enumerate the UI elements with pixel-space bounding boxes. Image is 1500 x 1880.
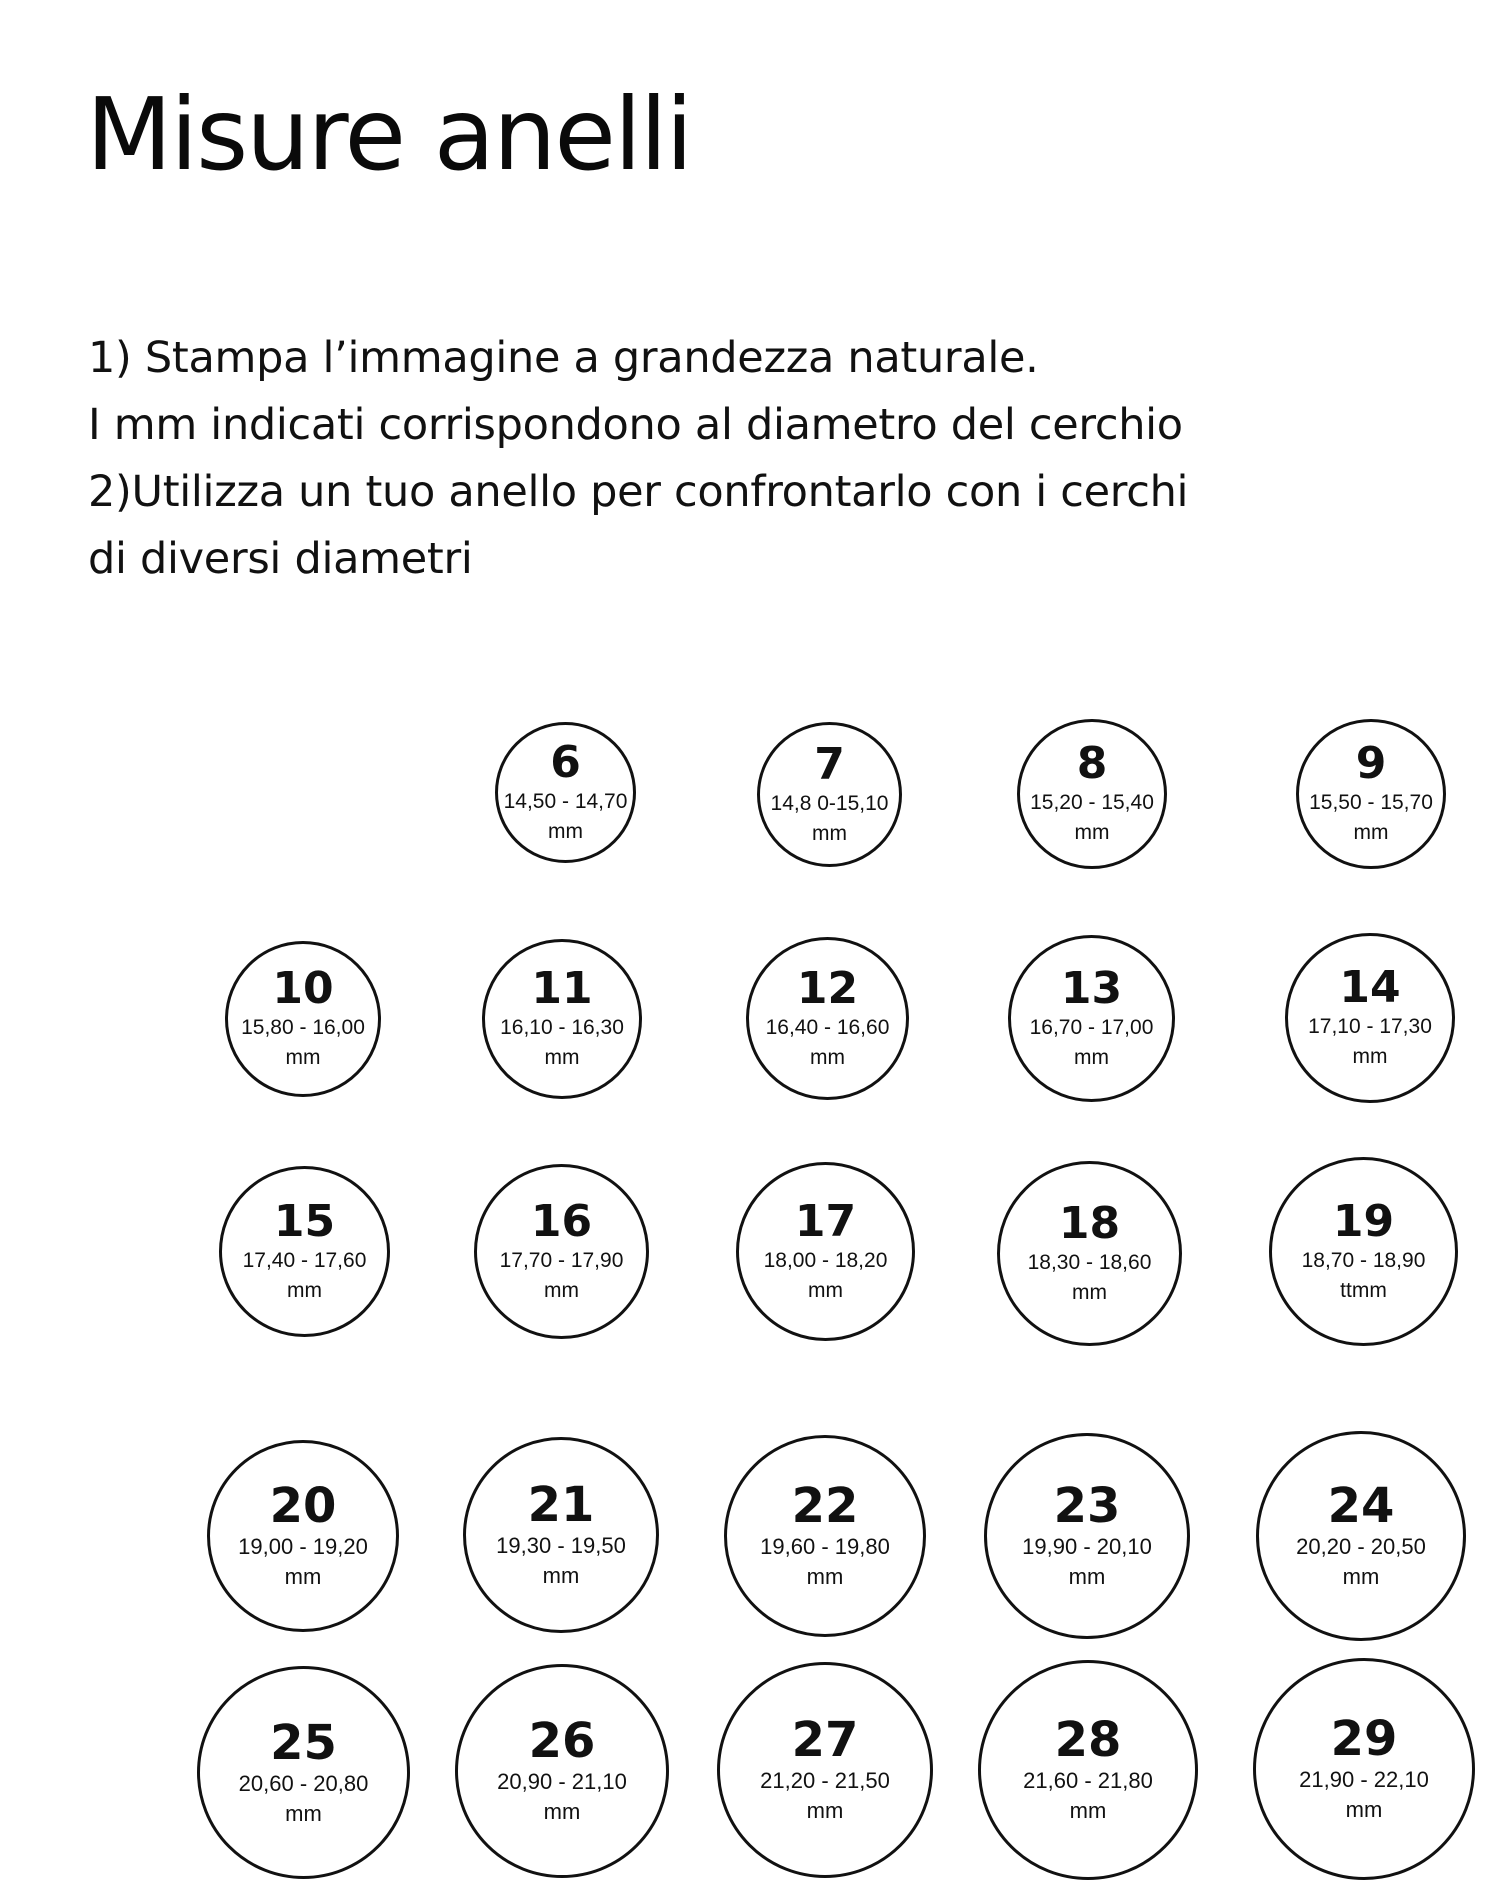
ring-diameter-range: 21,20 - 21,50 <box>760 1768 890 1793</box>
ring-size-number: 7 <box>814 738 845 790</box>
ring-unit: mm <box>1345 1797 1383 1822</box>
ring-size-circle <box>724 1435 926 1637</box>
ring-size-number: 15 <box>273 1195 336 1247</box>
ring-size-circle <box>1269 1157 1458 1346</box>
ring-size-number: 19 <box>1332 1195 1395 1247</box>
ring-unit: mm <box>1353 821 1389 844</box>
ring-size-circle <box>482 939 642 1099</box>
ring-unit: mm <box>544 1278 579 1302</box>
ring-size-circle <box>984 1433 1190 1639</box>
ring-unit: mm <box>285 1046 321 1069</box>
ring-size-circle <box>463 1437 659 1633</box>
instruction-line: 2)Utilizza un tuo anello per confrontarlo con i cerchi <box>88 467 1189 517</box>
ring-unit: mm <box>1074 1045 1109 1069</box>
ring-size-number: 20 <box>269 1478 337 1534</box>
ring-size-number: 11 <box>531 963 593 1014</box>
ring-unit: mm <box>544 1046 580 1069</box>
ring-size-number: 8 <box>1076 738 1108 789</box>
ring-diameter-range: 18,70 - 18,90 <box>1301 1248 1426 1272</box>
ring-size-number: 28 <box>1054 1712 1122 1768</box>
ring-size-number: 26 <box>528 1713 596 1769</box>
ring-size-number: 27 <box>791 1712 859 1768</box>
ring-unit: mm <box>285 1800 322 1826</box>
instruction-line: 1) Stampa l’immagine a grandezza naturale. <box>88 333 1039 383</box>
ring-size-number: 22 <box>791 1478 859 1534</box>
ring-unit: mm <box>1068 1564 1106 1589</box>
ring-size-circle <box>197 1666 410 1879</box>
ring-unit: mm <box>548 819 583 843</box>
ring-unit: mm <box>1074 821 1110 844</box>
ring-diameter-range: 15,20 - 15,40 <box>1030 791 1154 814</box>
ring-size-circle <box>474 1164 649 1339</box>
ring-size-number: 14 <box>1339 962 1401 1013</box>
ring-size-number: 29 <box>1330 1711 1398 1767</box>
ring-diameter-range: 15,50 - 15,70 <box>1309 791 1433 814</box>
ring-size-number: 16 <box>530 1195 593 1247</box>
ring-size-circle <box>736 1162 915 1341</box>
ring-size-circle <box>1008 935 1175 1102</box>
ring-size-circle <box>225 941 381 1097</box>
ring-unit: mm <box>806 1564 844 1589</box>
ring-diameter-range: 21,90 - 22,10 <box>1299 1767 1429 1792</box>
ring-unit: mm <box>287 1278 322 1302</box>
ring-diameter-range: 16,40 - 16,60 <box>765 1015 890 1039</box>
ring-unit: mm <box>284 1564 322 1589</box>
ring-unit: mm <box>1342 1564 1380 1589</box>
ring-diameter-range: 18,30 - 18,60 <box>1027 1250 1152 1274</box>
ring-size-number: 23 <box>1053 1478 1121 1534</box>
ring-diameter-range: 20,20 - 20,50 <box>1296 1534 1426 1559</box>
ring-size-number: 17 <box>794 1195 857 1247</box>
ring-size-number: 21 <box>527 1477 595 1533</box>
ring-size-circle <box>717 1662 933 1878</box>
ring-diameter-range: 14,8 0-15,10 <box>770 791 889 815</box>
ring-size-circle <box>1017 719 1167 869</box>
ring-diameter-range: 17,70 - 17,90 <box>499 1248 624 1272</box>
instruction-line: I mm indicati corrispondono al diametro del cerchio <box>88 400 1183 450</box>
ring-size-circle <box>746 937 909 1100</box>
ring-diameter-range: 21,60 - 21,80 <box>1023 1768 1153 1793</box>
ring-unit: mm <box>806 1798 844 1823</box>
ring-size-circle <box>978 1660 1198 1880</box>
ring-size-number: 24 <box>1327 1478 1395 1534</box>
ring-unit: mm <box>543 1799 581 1824</box>
ring-diameter-range: 16,10 - 16,30 <box>500 1016 624 1039</box>
ring-size-circle <box>1256 1431 1466 1641</box>
ring-size-number: 6 <box>550 736 581 788</box>
ring-diameter-range: 19,90 - 20,10 <box>1022 1534 1152 1559</box>
ring-size-number: 25 <box>270 1714 337 1771</box>
ring-unit: mm <box>1352 1045 1388 1068</box>
ring-unit: ttmm <box>1340 1278 1387 1302</box>
ring-diameter-range: 17,40 - 17,60 <box>242 1248 367 1272</box>
ring-size-circle <box>1285 933 1455 1103</box>
ring-diameter-range: 15,80 - 16,00 <box>241 1016 365 1039</box>
ring-diameter-range: 20,60 - 20,80 <box>238 1770 369 1796</box>
ring-size-circle <box>207 1440 399 1632</box>
ring-size-number: 13 <box>1060 962 1123 1014</box>
ring-unit: mm <box>542 1563 580 1588</box>
ring-diameter-range: 19,00 - 19,20 <box>238 1534 368 1559</box>
ring-size-number: 10 <box>272 963 334 1014</box>
ring-diameter-range: 19,60 - 19,80 <box>760 1534 890 1559</box>
ring-size-circle <box>1253 1658 1475 1880</box>
ring-unit: mm <box>810 1045 845 1069</box>
ring-unit: mm <box>1072 1280 1107 1304</box>
page-title: Misure anelli <box>86 76 692 193</box>
instruction-line: di diversi diametri <box>88 534 473 584</box>
ring-diameter-range: 14,50 - 14,70 <box>503 789 628 813</box>
ring-diameter-range: 19,30 - 19,50 <box>496 1533 626 1558</box>
ring-diameter-range: 16,70 - 17,00 <box>1029 1015 1154 1039</box>
ring-size-number: 9 <box>1355 738 1387 789</box>
ring-diameter-range: 17,10 - 17,30 <box>1308 1015 1432 1038</box>
ring-unit: mm <box>1069 1798 1107 1823</box>
ring-size-circle <box>219 1166 390 1337</box>
ring-size-number: 18 <box>1058 1197 1121 1249</box>
ring-diameter-range: 20,90 - 21,10 <box>497 1769 627 1794</box>
ring-size-circle <box>997 1161 1182 1346</box>
ring-size-circle <box>455 1664 669 1878</box>
ring-size-circle <box>757 722 902 867</box>
ring-size-circle <box>495 722 636 863</box>
instructions-list <box>88 325 1188 593</box>
ring-diameter-range: 18,00 - 18,20 <box>763 1248 888 1272</box>
ring-size-circle <box>1296 719 1446 869</box>
ring-unit: mm <box>812 821 847 845</box>
ring-unit: mm <box>808 1278 843 1302</box>
ring-size-number: 12 <box>796 962 859 1014</box>
